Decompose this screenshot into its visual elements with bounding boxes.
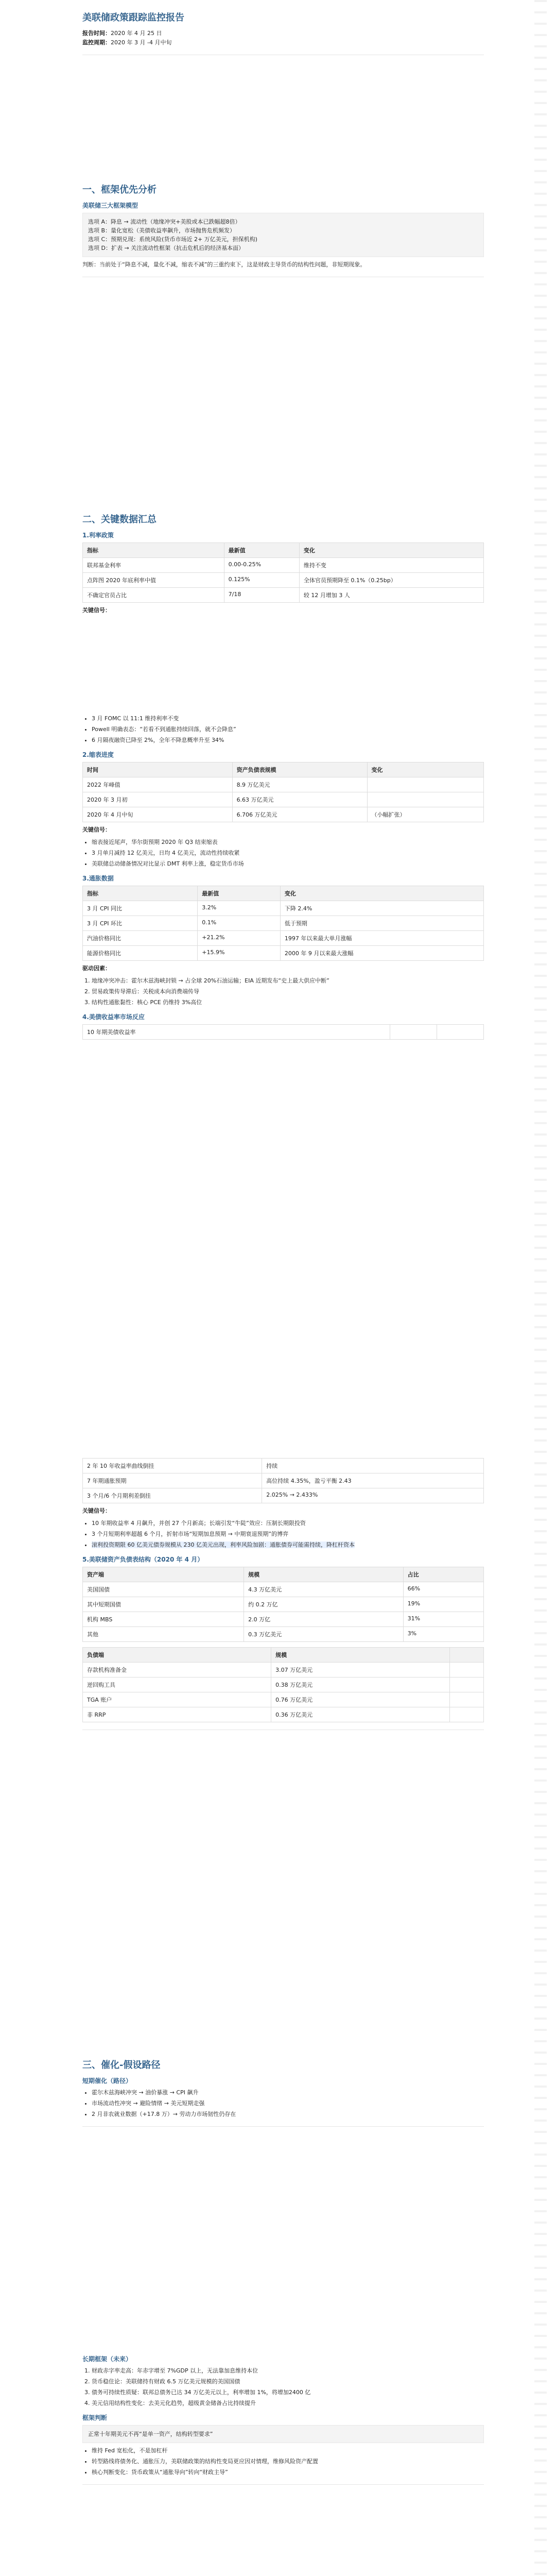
side-watermark — [534, 0, 547, 2576]
table-row — [83, 1663, 484, 1677]
list-item: • 缩表接近尾声，华尔街预期 2020 年 Q3 结束缩表 — [92, 838, 484, 847]
divider — [82, 2126, 484, 2127]
rate-policy-table — [82, 543, 484, 603]
box-line: 选项 A：降息 → 流动性（地缘冲突+美股或本已跌幅超8倍） — [88, 218, 241, 225]
table-header-cell: 规模 — [244, 1567, 403, 1582]
list-item: • 核心判断变化：货币政策从“通胀导向”转向“财政主导” — [92, 2468, 484, 2477]
short-term-catalyst-list — [82, 2088, 484, 2119]
chart-area — [82, 618, 484, 711]
list-item: • 2 月非农就业数据（+17.8 万）→ 劳动力市场韧性仍存在 — [92, 2110, 484, 2119]
table-caption: 1.利率政策 — [82, 532, 114, 539]
key-signal-list — [82, 714, 484, 745]
long-term-framework-list — [82, 2366, 484, 2408]
table-cell: 3 月 CPI 环比 — [83, 916, 198, 931]
report-meta — [82, 29, 484, 47]
table-cell: 不确定官员占比 — [83, 588, 224, 603]
key-signal-label: 关键信号： — [82, 1507, 111, 1514]
section-title: 一、框架优先分析 — [82, 184, 157, 195]
table-row — [83, 1692, 484, 1707]
table-cell: 6.63 万亿美元 — [232, 792, 367, 807]
section-title: 二、关键数据汇总 — [82, 514, 157, 525]
table-cell: 0.36 万亿美元 — [271, 1707, 450, 1722]
table-row — [83, 931, 484, 946]
key-signal-list — [82, 838, 484, 869]
table-header-cell: 负债端 — [83, 1648, 271, 1663]
table-cell: （小幅扩张） — [367, 807, 483, 822]
report-title: 美联储政策跟踪监控报告 — [82, 12, 184, 23]
framework-box — [82, 213, 484, 257]
table-cell: 维持不变 — [299, 558, 483, 573]
table-cell: 下降 2.4% — [280, 901, 483, 916]
table-header-row — [83, 1648, 484, 1663]
box-line: 选项 D：扩表 → 关注流动性框架（抗击危机后的经济基本面） — [88, 245, 245, 251]
table-row — [83, 573, 484, 588]
table-cell: 2000 年 9 月以来最大涨幅 — [280, 946, 483, 961]
quote-text: 正常十年期美元不再“是单一资产，结构转型要求” — [88, 2431, 213, 2437]
table-row — [83, 1488, 484, 1503]
table-row — [83, 1707, 484, 1722]
table-header-cell: 时间 — [83, 762, 233, 777]
table-cell: 2.0 万亿 — [244, 1612, 403, 1627]
table-cell: 3 月 CPI 同比 — [83, 901, 198, 916]
box-line: 选项 B：量化宽松（美债收益率飙升，市场抛售危机频发） — [88, 227, 236, 234]
section-subtitle: 长期框架（未来） — [82, 2355, 132, 2363]
table-row — [83, 588, 484, 603]
table-row — [83, 1473, 484, 1488]
table-cell: 7/18 — [224, 588, 299, 603]
section-3 — [0, 2050, 556, 2134]
table-header-row — [83, 886, 484, 901]
section-paragraph: 判断：当前处于“降息不减，量化不减，缩表不减”的三重约束下，这是财政主导货币的结构性问题，非短期现象。 — [82, 261, 366, 268]
table-header-cell: 最新值 — [198, 886, 281, 901]
table-header-cell: 变化 — [367, 762, 483, 777]
table-cell: 能源价格同比 — [83, 946, 198, 961]
table-cell: 2020 年 4 月中旬 — [83, 807, 233, 822]
list-item: • 美联储总动储备情况对比显示 DMT 利率上涨，稳定货币市场 — [92, 859, 484, 869]
table-cell: 3 个月/6 个月期利差倒挂 — [83, 1488, 262, 1503]
meta-line: 监控周期：2020 年 3 月 -4 月中旬 — [82, 39, 172, 46]
table-header-cell: 规模 — [271, 1648, 450, 1663]
section-2 — [0, 505, 556, 1040]
inflation-table — [82, 886, 484, 961]
table-cell: 19% — [403, 1597, 483, 1612]
list-item: 3. 债务可持续性质疑：联邦总债务已达 34 万亿美元以上，利率增加 1%，将增加2400 亿 — [92, 2388, 484, 2397]
table-header-cell: 占比 — [403, 1567, 483, 1582]
table-cell — [367, 792, 483, 807]
table-cell: 0.00-0.25% — [224, 558, 299, 573]
section-title: 三、催化-假设路径 — [82, 2060, 161, 2071]
table-cell: 低于预期 — [280, 916, 483, 931]
table-cell: +15.9% — [198, 946, 281, 961]
list-item: 1. 地缘冲突冲击：霍尔木兹海峡封锁 → 占全球 20%石油运输；EIA 近期发布“史上最大供应中断” — [92, 976, 484, 986]
table-header-cell: 最新值 — [224, 543, 299, 558]
list-item: • 3 月 FOMC 以 11:1 维持利率不变 — [92, 714, 484, 723]
report-header — [0, 0, 556, 62]
table-row — [83, 1677, 484, 1692]
table-caption: 5.美联储资产负债表结构（2020 年 4 月） — [82, 1556, 204, 1563]
table-cell: 3.07 万亿美元 — [271, 1663, 450, 1677]
table-header-row — [83, 543, 484, 558]
table-caption: 3.通胀数据 — [82, 875, 114, 882]
table-cell: 点阵图 2020 年底利率中值 — [83, 573, 224, 588]
table-row — [83, 807, 484, 822]
list-item: • Powell 明确表态：“若看不到通胀持续回落，就不会降息” — [92, 725, 484, 734]
section-2-continued — [0, 1458, 556, 1737]
fed-liabilities-table — [82, 1647, 484, 1722]
list-item: • 3 月单月减持 12 亿美元，日均 4 亿美元，流动性持续收紧 — [92, 849, 484, 858]
table-cell: 8.9 万亿美元 — [232, 777, 367, 792]
table-cell — [390, 1025, 437, 1040]
table-header-row — [83, 762, 484, 777]
table-header-cell — [449, 1648, 483, 1663]
list-item: 3. 结构性通胀黏性：核心 PCE 仍维持 3%高位 — [92, 998, 484, 1007]
drivers-label: 驱动因素： — [82, 965, 111, 972]
box-line: 选项 C：预期兑现：系统风险(货币市场近 2+ 万亿美元，担保机构) — [88, 236, 257, 243]
key-signal-list — [82, 1519, 484, 1550]
table-row — [83, 777, 484, 792]
table-cell: 0.125% — [224, 573, 299, 588]
divider — [82, 2484, 484, 2485]
table-cell: 较 12 月增加 3 人 — [299, 588, 483, 603]
framework-bullets — [82, 2446, 484, 2477]
table-caption: 2.缩表进度 — [82, 751, 114, 758]
treasury-reaction-table — [82, 1024, 484, 1040]
table-cell: 0.3 万亿美元 — [244, 1627, 403, 1642]
table-row — [83, 792, 484, 807]
table-row — [83, 558, 484, 573]
table-row — [83, 946, 484, 961]
table-cell: 1997 年以来最大单月涨幅 — [280, 931, 483, 946]
table-cell: 约 0.2 万亿 — [244, 1597, 403, 1612]
table-cell — [449, 1677, 483, 1692]
list-item: • 霍尔木兹海峡冲突 → 油价暴涨 → CPI 飙升 — [92, 2088, 484, 2097]
table-cell: 31% — [403, 1612, 483, 1627]
table-cell: 0.76 万亿美元 — [271, 1692, 450, 1707]
list-item: • 转型路线将债务化、通胀压力，美联储政策的结构性变局更应因对情理，维修风险资产配置 — [92, 2457, 484, 2466]
list-item: 2. 贸易政策传导滞后：关税成本向消费端传导 — [92, 987, 484, 996]
list-item: • 市场流动性冲突 → 避险情绪 → 美元短期走强 — [92, 2099, 484, 2108]
table-cell: 全体官员预期降至 0.1%（0.25bp） — [299, 573, 483, 588]
list-item — [92, 1540, 484, 1550]
table-row — [83, 1459, 484, 1473]
table-cell: 2 年 10 年收益率曲线倒挂 — [83, 1459, 262, 1473]
key-signal-label: 关键信号： — [82, 607, 111, 614]
table-cell: 其中短期国债 — [83, 1597, 244, 1612]
table-cell: 机构 MBS — [83, 1612, 244, 1627]
table-cell: TGA 账户 — [83, 1692, 271, 1707]
list-item: 4. 美元信用结构性变化：去美元化趋势，超级黄金储备占比持续提升 — [92, 2399, 484, 2408]
table-cell: 持续 — [262, 1459, 484, 1473]
table-cell: 非 RRP — [83, 1707, 271, 1722]
table-cell — [367, 777, 483, 792]
table-cell: 3% — [403, 1627, 483, 1642]
table-header-cell: 指标 — [83, 543, 224, 558]
spacer — [82, 1642, 484, 1647]
table-cell: +21.2% — [198, 931, 281, 946]
table-cell: 7 年期通胀预期 — [83, 1473, 262, 1488]
table-header-cell: 资产端 — [83, 1567, 244, 1582]
table-caption: 4.美债收益率市场反应 — [82, 1013, 145, 1021]
section-subtitle: 美联储三大框架模型 — [82, 202, 138, 209]
list-item: 2. 货币稳住论：美联储持有财政 6.5 万亿美元规模的美国国债 — [92, 2377, 484, 2386]
table-row — [83, 1627, 484, 1642]
drivers-list — [82, 976, 484, 1007]
framework-quote-box — [82, 2425, 484, 2443]
table-cell: 4.3 万亿美元 — [244, 1582, 403, 1597]
list-item: • 维持 Fed 宽松化，不是加杠杆 — [92, 2446, 484, 2455]
table-header-row — [83, 1567, 484, 1582]
section-1 — [0, 175, 556, 284]
table-cell: 66% — [403, 1582, 483, 1597]
list-item: • 6 月隔夜融资已降至 2%，全年不降息概率升至 34% — [92, 736, 484, 745]
section-3-continued — [0, 2349, 556, 2492]
table-cell — [449, 1663, 483, 1677]
table-cell: 汽油价格同比 — [83, 931, 198, 946]
yield-curve-table — [82, 1458, 484, 1503]
table-header-cell: 资产负债表规模 — [232, 762, 367, 777]
list-item: • 10 年期收益率 4 月飙升，并创 27 个月新高；长端引发“牛陡”效应：压制长期限投资 — [92, 1519, 484, 1528]
table-cell: 2.025% → 2.433% — [262, 1488, 484, 1503]
table-row — [83, 1612, 484, 1627]
list-item: 1. 财政赤字率走高：年赤字增至 7%GDP 以上，无法靠加息维持本位 — [92, 2366, 484, 2376]
table-cell: 0.1% — [198, 916, 281, 931]
table-row — [83, 901, 484, 916]
table-cell — [449, 1692, 483, 1707]
highlighted-text: 滚利投资期限 60 亿美元债券规模从 230 亿美元出现，利率风险加剧：通胀债券可能需持续，降杠杆资本 — [92, 1541, 355, 1548]
table-header-cell: 指标 — [83, 886, 198, 901]
table-cell: 其他 — [83, 1627, 244, 1642]
table-row — [83, 916, 484, 931]
table-cell: 2020 年 3 月初 — [83, 792, 233, 807]
table-cell: 6.706 万亿美元 — [232, 807, 367, 822]
table-cell: 高位持续 4.35%，盈亏平衡 2.43 — [262, 1473, 484, 1488]
table-header-cell: 变化 — [299, 543, 483, 558]
fed-assets-table — [82, 1567, 484, 1642]
table-row — [83, 1025, 484, 1040]
key-signal-label: 关键信号： — [82, 826, 111, 833]
balance-sheet-progress-table — [82, 762, 484, 822]
meta-line: 报告时间：2020 年 4 月 25 日 — [82, 30, 162, 37]
table-header-cell: 变化 — [280, 886, 483, 901]
table-cell — [449, 1707, 483, 1722]
list-item: • 3 个月短期利率超越 6 个月，折射市场“短期加息预期 → 中期衰退预期”的博弈 — [92, 1530, 484, 1539]
table-row — [83, 1582, 484, 1597]
table-cell — [437, 1025, 483, 1040]
table-cell: 逆回购工具 — [83, 1677, 271, 1692]
table-cell: 3.2% — [198, 901, 281, 916]
section-subtitle: 框架判断 — [82, 2414, 108, 2421]
table-cell: 0.38 万亿美元 — [271, 1677, 450, 1692]
table-cell: 2022 年峰值 — [83, 777, 233, 792]
table-cell: 联邦基金利率 — [83, 558, 224, 573]
table-cell: 存款机构准备金 — [83, 1663, 271, 1677]
table-cell: 美国国债 — [83, 1582, 244, 1597]
table-cell: 10 年期美债收益率 — [83, 1025, 390, 1040]
section-subtitle: 短期催化（路径） — [82, 2077, 132, 2084]
table-row — [83, 1597, 484, 1612]
